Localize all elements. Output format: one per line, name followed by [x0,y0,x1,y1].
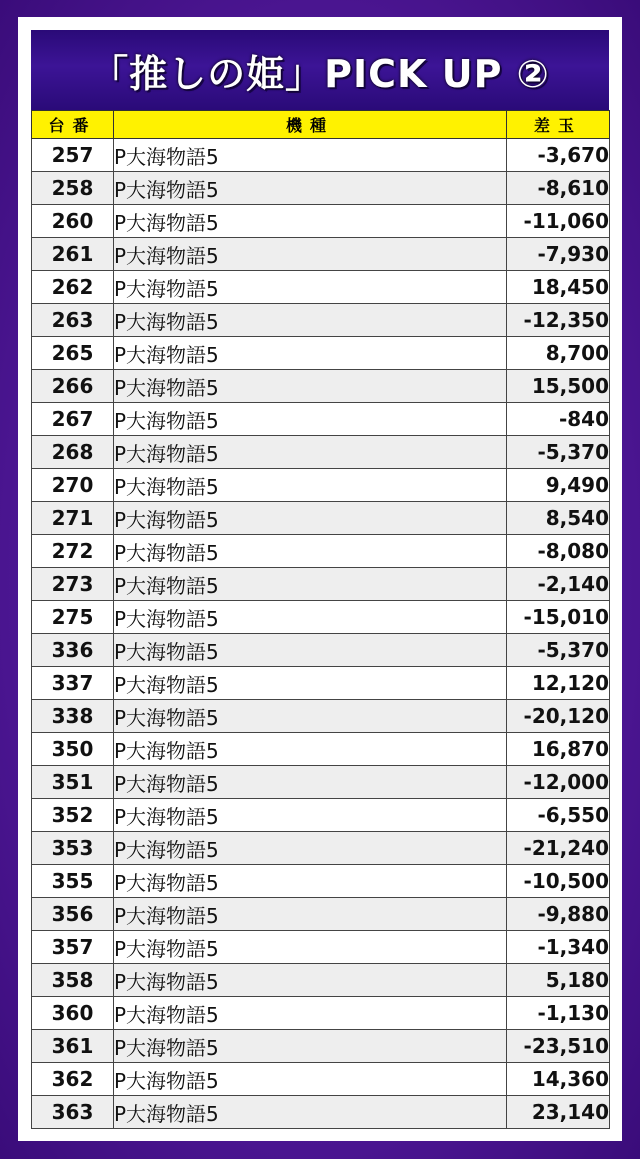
ball-diff: -7,930 [507,238,610,271]
table-row [32,271,610,304]
ball-diff: -1,340 [507,931,610,964]
machine-number: 361 [32,1030,114,1063]
ball-diff: -12,350 [507,304,610,337]
table-row [32,799,610,832]
machine-number: 337 [32,667,114,700]
machine-model: P大海物語5 [114,271,507,304]
machine-model: P大海物語5 [114,205,507,238]
data-table [31,110,610,1129]
ball-diff: -20,120 [507,700,610,733]
machine-number: 356 [32,898,114,931]
table-row [32,700,610,733]
ball-diff: -8,080 [507,535,610,568]
machine-model: P大海物語5 [114,1030,507,1063]
machine-model: P大海物語5 [114,1096,507,1129]
header-model: 機種 [114,111,507,139]
ball-diff: 23,140 [507,1096,610,1129]
table-row [32,601,610,634]
machine-model: P大海物語5 [114,139,507,172]
table-row [32,964,610,997]
table-row [32,997,610,1030]
table-row [32,139,610,172]
machine-number: 271 [32,502,114,535]
ball-diff: -12,000 [507,766,610,799]
table-row [32,766,610,799]
ball-diff: -15,010 [507,601,610,634]
machine-model: P大海物語5 [114,436,507,469]
content-panel [18,17,622,1141]
ball-diff: 14,360 [507,1063,610,1096]
table-row [32,1096,610,1129]
ball-diff: -1,130 [507,997,610,1030]
table-row [32,832,610,865]
machine-number: 267 [32,403,114,436]
ball-diff: 16,870 [507,733,610,766]
machine-model: P大海物語5 [114,238,507,271]
table-row [32,403,610,436]
table-row [32,667,610,700]
ball-diff: -10,500 [507,865,610,898]
machine-model: P大海物語5 [114,964,507,997]
ball-diff: -23,510 [507,1030,610,1063]
machine-model: P大海物語5 [114,898,507,931]
header-diff: 差玉 [507,111,610,139]
ball-diff: -5,370 [507,436,610,469]
machine-model: P大海物語5 [114,667,507,700]
machine-number: 257 [32,139,114,172]
ball-diff: 18,450 [507,271,610,304]
machine-number: 360 [32,997,114,1030]
table-header-row [32,111,610,139]
machine-model: P大海物語5 [114,865,507,898]
machine-model: P大海物語5 [114,172,507,205]
table-row [32,304,610,337]
table-row [32,238,610,271]
machine-number: 266 [32,370,114,403]
ball-diff: -8,610 [507,172,610,205]
ball-diff: 9,490 [507,469,610,502]
table-row [32,172,610,205]
machine-number: 358 [32,964,114,997]
table-row [32,535,610,568]
table-row [32,205,610,238]
machine-number: 336 [32,634,114,667]
machine-model: P大海物語5 [114,700,507,733]
ball-diff: -9,880 [507,898,610,931]
machine-model: P大海物語5 [114,634,507,667]
table-row [32,733,610,766]
machine-number: 262 [32,271,114,304]
machine-model: P大海物語5 [114,931,507,964]
machine-number: 260 [32,205,114,238]
machine-model: P大海物語5 [114,1063,507,1096]
table-row [32,568,610,601]
machine-model: P大海物語5 [114,535,507,568]
header-number: 台番 [32,111,114,139]
machine-number: 261 [32,238,114,271]
table-row [32,436,610,469]
table-row [32,1030,610,1063]
ball-diff: -21,240 [507,832,610,865]
ball-diff: 15,500 [507,370,610,403]
machine-number: 357 [32,931,114,964]
machine-model: P大海物語5 [114,469,507,502]
ball-diff: -3,670 [507,139,610,172]
ball-diff: 8,540 [507,502,610,535]
ball-diff: -5,370 [507,634,610,667]
machine-model: P大海物語5 [114,502,507,535]
ball-diff: -840 [507,403,610,436]
machine-number: 270 [32,469,114,502]
machine-model: P大海物語5 [114,733,507,766]
table-row [32,469,610,502]
machine-number: 275 [32,601,114,634]
ball-diff: 12,120 [507,667,610,700]
table-row [32,370,610,403]
title-bar [31,30,609,110]
machine-model: P大海物語5 [114,601,507,634]
machine-model: P大海物語5 [114,997,507,1030]
table-row [32,634,610,667]
machine-model: P大海物語5 [114,337,507,370]
machine-number: 258 [32,172,114,205]
ball-diff: 8,700 [507,337,610,370]
ball-diff: 5,180 [507,964,610,997]
table-row [32,931,610,964]
machine-number: 362 [32,1063,114,1096]
table-body [32,139,610,1129]
machine-number: 265 [32,337,114,370]
table-row [32,865,610,898]
ball-diff: -11,060 [507,205,610,238]
table-row [32,502,610,535]
machine-number: 273 [32,568,114,601]
machine-number: 351 [32,766,114,799]
table-row [32,337,610,370]
machine-number: 353 [32,832,114,865]
machine-number: 363 [32,1096,114,1129]
machine-model: P大海物語5 [114,568,507,601]
machine-model: P大海物語5 [114,832,507,865]
machine-model: P大海物語5 [114,766,507,799]
machine-number: 338 [32,700,114,733]
machine-model: P大海物語5 [114,403,507,436]
table-row [32,898,610,931]
page-title: 「推しの姫」PICK UP ② [90,51,550,96]
ball-diff: -2,140 [507,568,610,601]
machine-model: P大海物語5 [114,799,507,832]
machine-number: 350 [32,733,114,766]
machine-number: 263 [32,304,114,337]
machine-model: P大海物語5 [114,370,507,403]
machine-number: 268 [32,436,114,469]
machine-number: 352 [32,799,114,832]
machine-number: 355 [32,865,114,898]
table-row [32,1063,610,1096]
machine-model: P大海物語5 [114,304,507,337]
ball-diff: -6,550 [507,799,610,832]
machine-number: 272 [32,535,114,568]
